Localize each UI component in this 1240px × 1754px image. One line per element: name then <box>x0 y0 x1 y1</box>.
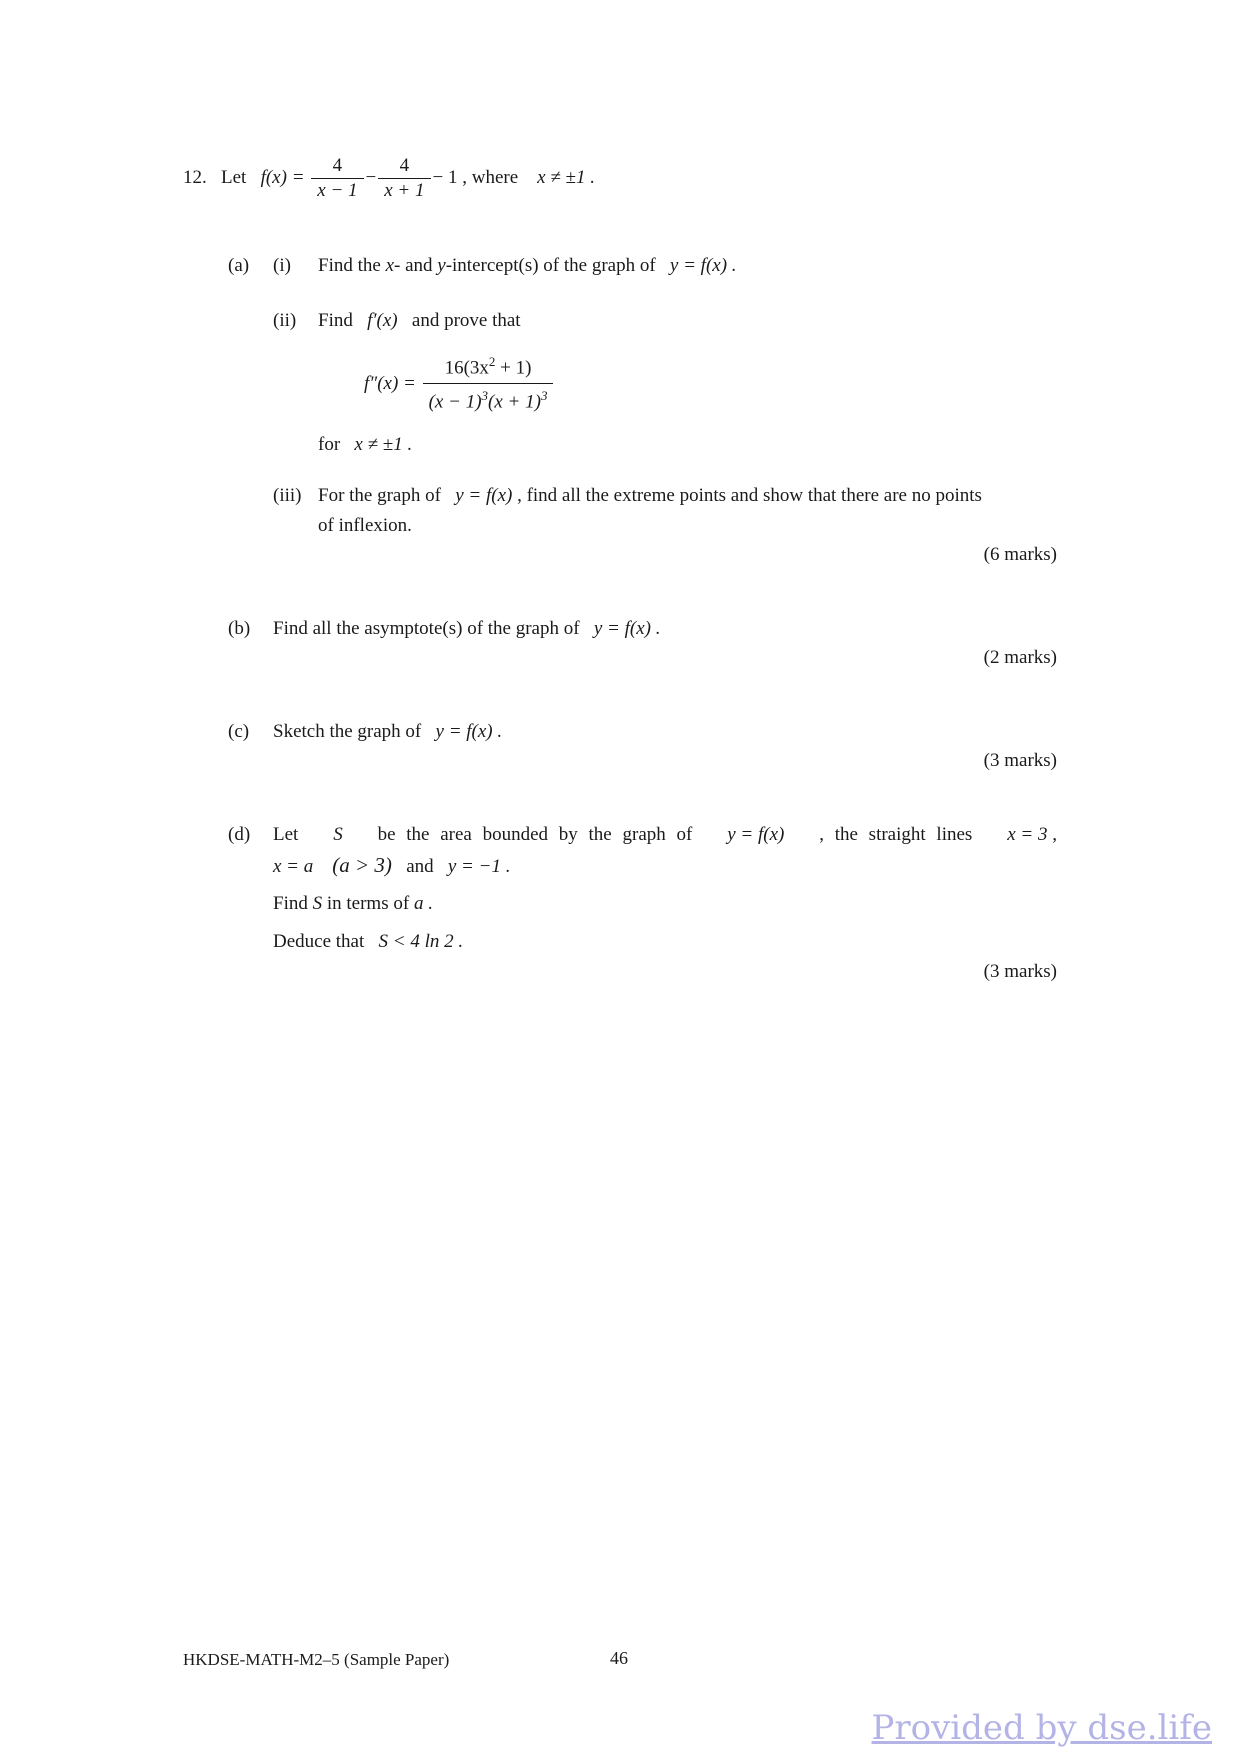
denominator-exponent-2: 3 <box>540 388 548 404</box>
fraction-2-numerator: 4 <box>378 155 430 179</box>
part-a-label: (a) <box>228 255 250 276</box>
a-ii-for: for <box>318 434 341 455</box>
part-c-label: (c) <box>228 721 250 742</box>
second-derivative-denominator <box>423 384 554 413</box>
fraction-2-denominator: x + 1 <box>384 180 425 201</box>
second-derivative-numerator <box>423 354 554 384</box>
d-and: and <box>406 856 434 877</box>
watermark-link[interactable]: Provided by dse.life <box>871 1708 1212 1748</box>
stem-fx: f(x) = <box>260 166 305 188</box>
denominator-exponent-1: 3 <box>481 388 489 404</box>
a-iii-expr: y = f(x) <box>455 485 513 506</box>
part-d-marks: (3 marks) <box>983 961 1057 982</box>
part-a-marks: (6 marks) <box>983 544 1057 565</box>
footer-paper-title: HKDSE-MATH-M2–5 (Sample Paper) <box>183 1650 450 1669</box>
d-expr: y = f(x) <box>727 824 785 845</box>
fraction-1-numerator: 4 <box>311 155 363 179</box>
fraction-1-denominator: x − 1 <box>317 180 358 201</box>
d-straight-lines: , the straight lines <box>819 824 973 845</box>
d-deduce-expr: S < 4 ln 2 . <box>378 931 464 952</box>
part-a-ii-condition <box>318 430 412 460</box>
part-a-i-label: (i) <box>273 255 291 276</box>
d-deduce: Deduce that <box>273 931 365 952</box>
numerator-part-a: 16(3x <box>444 357 489 379</box>
d-xa: x = a <box>273 856 314 877</box>
part-d-line-1 <box>273 820 1057 850</box>
part-a-iii-text <box>318 481 982 511</box>
stem-fraction-1 <box>311 155 363 202</box>
stem-tail: − 1 , where <box>432 166 519 188</box>
d-cond: (a > 3) <box>332 853 392 877</box>
d-text: be the area bounded by the graph of <box>377 824 693 845</box>
b-text: Find all the asymptote(s) of the graph of <box>273 618 580 639</box>
stem-condition: x ≠ ±1 . <box>537 166 595 188</box>
d-x3: x = 3 , <box>1007 824 1057 845</box>
a-iii-text-1: For the graph of <box>318 485 441 506</box>
part-a-ii-label: (ii) <box>273 310 297 331</box>
part-d-line-3 <box>273 889 433 919</box>
d-find: Find <box>273 893 308 914</box>
a-ii-text-1: Find <box>318 310 353 331</box>
a-ii-cond: x ≠ ±1 . <box>354 434 413 455</box>
a-ii-expr: f′(x) <box>367 310 398 331</box>
a-i-y: y <box>437 255 446 276</box>
part-c-marks: (3 marks) <box>983 750 1057 771</box>
a-iii-text-2: , find all the extreme points and show that there are no points <box>517 485 982 506</box>
part-d-line-2 <box>273 850 510 882</box>
part-a-ii-text <box>318 306 521 336</box>
stem-let: Let <box>221 166 247 188</box>
d-y: y = −1 . <box>447 856 511 877</box>
part-d-label: (d) <box>228 824 251 845</box>
second-derivative-equation <box>364 354 555 414</box>
b-expr: y = f(x) . <box>593 618 661 639</box>
d-let: Let <box>273 824 299 845</box>
a-i-x: x- <box>385 255 401 276</box>
second-derivative-fraction <box>423 354 554 414</box>
part-b-label: (b) <box>228 618 251 639</box>
a-i-expr: y = f(x) . <box>669 255 737 276</box>
d-S: S <box>333 824 343 845</box>
a-ii-text-2: and prove that <box>411 310 521 331</box>
denominator-part-b: (x + 1) <box>488 391 541 413</box>
part-a-iii-label: (iii) <box>273 485 302 506</box>
numerator-exponent: 2 <box>488 354 496 369</box>
part-c-text <box>273 717 502 747</box>
question-stem <box>183 155 595 202</box>
question-number: 12. <box>183 166 207 188</box>
d-in-terms-of: in terms of <box>326 893 410 914</box>
a-i-text-2: -intercept(s) of the graph of <box>445 255 656 276</box>
a-i-text-1: Find the <box>318 255 381 276</box>
part-d-line-4 <box>273 927 463 957</box>
part-a-i-text <box>318 251 737 281</box>
c-text: Sketch the graph of <box>273 721 422 742</box>
stem-minus: − <box>365 166 377 188</box>
d-find-S: S <box>312 893 323 914</box>
part-a-iii-text-3: of inflexion. <box>318 515 412 536</box>
second-derivative-lhs: f″(x) = <box>364 372 416 394</box>
numerator-part-b: + 1) <box>495 357 532 379</box>
footer-page-number: 46 <box>610 1648 628 1668</box>
a-i-and: and <box>405 255 433 276</box>
denominator-part-a: (x − 1) <box>428 391 482 413</box>
stem-fraction-2 <box>378 155 430 202</box>
part-b-marks: (2 marks) <box>983 647 1057 668</box>
c-expr: y = f(x) . <box>435 721 503 742</box>
part-b-text <box>273 614 660 644</box>
d-a: a . <box>413 893 433 914</box>
